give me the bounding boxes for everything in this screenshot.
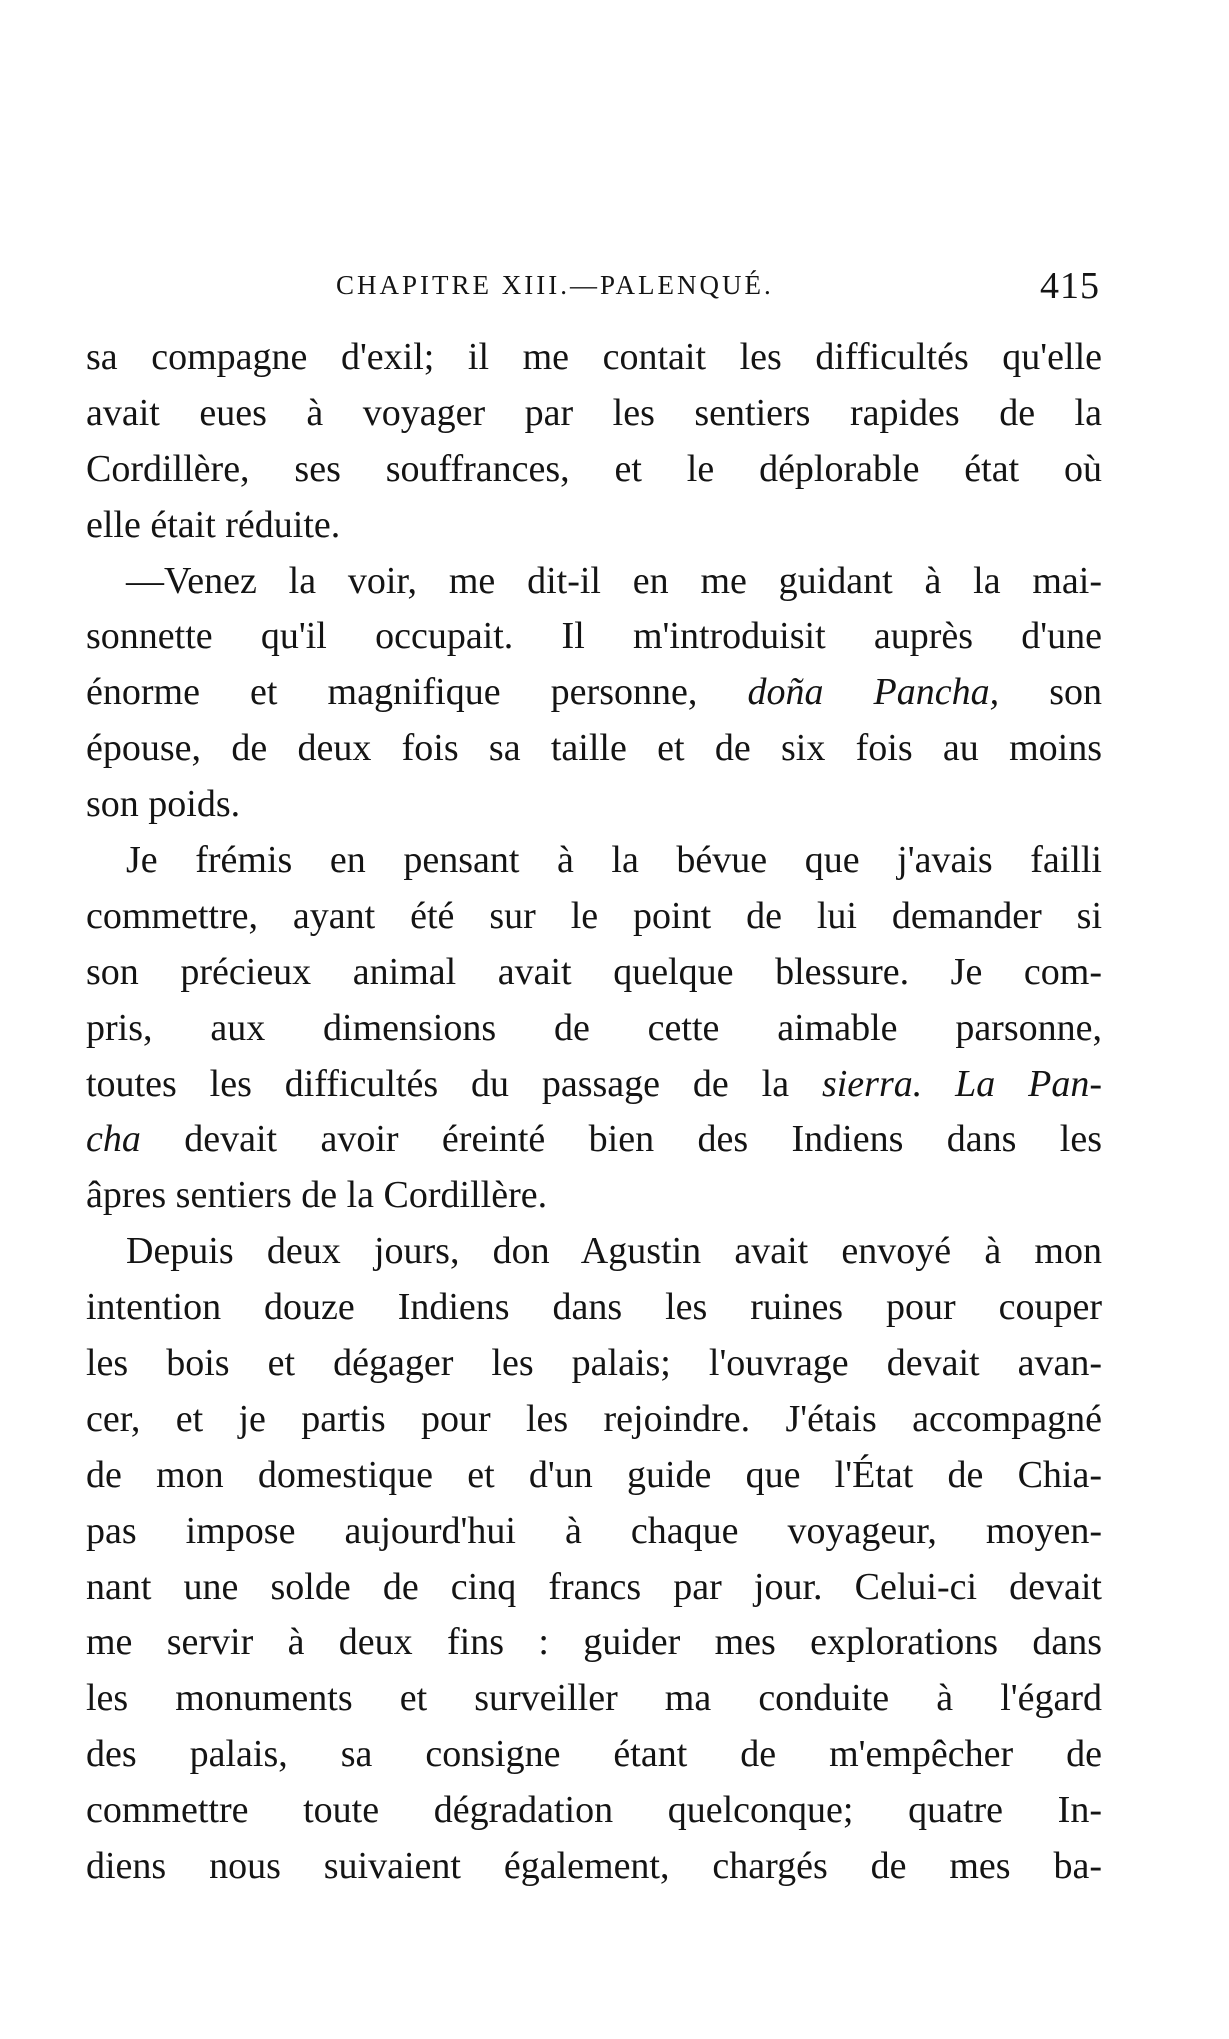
text-line: sa compagne d'exil; il me contait les difficultés qu'elle [86,336,1102,378]
text-line: commettre, ayant été sur le point de lui demander si [86,894,1102,937]
text-line: commettre toute dégradation quelconque; quatre In- [86,1789,1102,1832]
italic-text: doña Pancha, [747,671,1000,714]
page-number: 415 [1040,265,1100,307]
text-line: pas impose aujourd'hui à chaque voyageur, moyen- [86,1509,1102,1552]
text-line [86,1057,1102,1113]
text-line: diens nous suivaient également, chargés de mes ba- [86,1845,1102,1888]
text-line: elle était réduite. [86,503,341,546]
text-line: de mon domestique et d'un guide que l'État de Chia- [86,1453,1102,1496]
text-line: Je frémis en pensant à la bévue que j'avais failli [126,839,1102,882]
text-line: les bois et dégager les palais; l'ouvrage devait avan- [86,1342,1102,1385]
running-title: CHAPITRE XIII.—PALENQUÉ. [336,270,774,300]
text-run: devait avoir éreinté bien des Indiens dans les [140,1118,1102,1161]
running-head [86,264,1100,312]
italic-text: sierra. La Pan- [821,1062,1102,1105]
text-line: nant une solde de cinq francs par jour. Celui-ci devait [86,1565,1102,1608]
text-run: énorme et magnifique personne, [86,671,748,714]
text-line: son précieux animal avait quelque blessure. Je com- [86,950,1102,993]
text-line: —Venez la voir, me dit-il en me guidant à la mai- [126,559,1102,602]
text-line [86,665,1102,721]
text-line: épouse, de deux fois sa taille et de six fois au moins [86,727,1102,770]
body-text [86,330,1102,1895]
text-line: pris, aux dimensions de cette aimable parsonne, [86,1006,1102,1049]
text-line: sonnette qu'il occupait. Il m'introduisit auprès d'une [86,615,1102,658]
text-line [86,1112,1102,1168]
text-line: son poids. [86,783,241,826]
text-line: intention douze Indiens dans les ruines pour couper [86,1286,1102,1329]
text-line: cer, et je partis pour les rejoindre. J'étais accompagné [86,1397,1102,1440]
text-run: son [999,671,1102,714]
text-line: Depuis deux jours, don Agustin avait envoyé à mon [126,1230,1102,1273]
text-line: avait eues à voyager par les sentiers rapides de la [86,391,1102,434]
text-run: toutes les difficultés du passage de la [86,1062,822,1105]
text-line: les monuments et surveiller ma conduite à l'égard [86,1677,1102,1720]
italic-text: cha [86,1118,141,1161]
text-line: des palais, sa consigne étant de m'empêcher de [86,1733,1102,1776]
text-line: âpres sentiers de la Cordillère. [86,1174,548,1217]
text-line: Cordillère, ses souffrances, et le déplorable état où [86,447,1102,490]
text-line: me servir à deux fins : guider mes explorations dans [86,1621,1102,1664]
